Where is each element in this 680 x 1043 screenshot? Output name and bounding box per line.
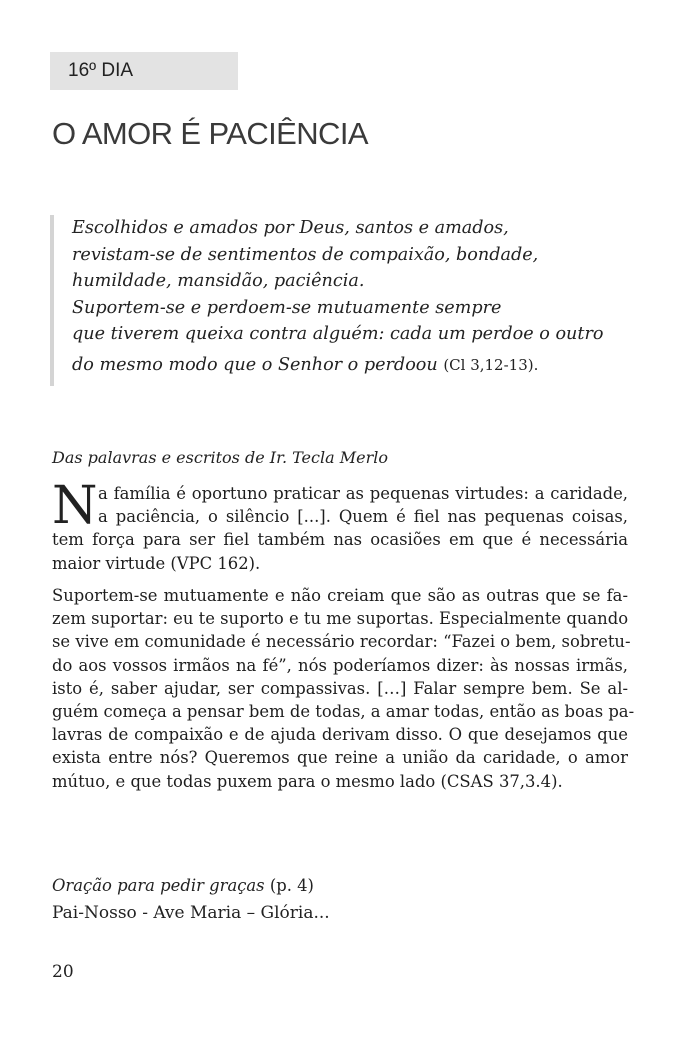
day-badge (50, 52, 238, 90)
text-line: zem suportar: eu te suporto e tu me suportas. Especialmente quando (52, 609, 629, 629)
epigraph-line: que tiverem queixa contra alguém: cada um perdoe o outro (72, 324, 604, 344)
epigraph-reference: (Cl 3,12-13). (443, 355, 539, 374)
text-line: mútuo, e que todas puxem para o mesmo lado (CSAS 37,3.4). (52, 771, 563, 791)
text-line: Suportem-se mutuamente e não creiam que são as outras que se fa- (52, 586, 628, 605)
text-line: a família é oportuno praticar as pequenas virtudes: a caridade, (98, 484, 628, 503)
text-line: maior virtude (VPC 162). (52, 553, 261, 573)
page-number: 20 (52, 962, 74, 982)
page-title: O AMOR É PACIÊNCIA (52, 116, 368, 151)
prayer-page-ref: (p. 4) (269, 876, 314, 895)
drop-cap: N (52, 476, 98, 536)
text-line: do aos vossos irmãos na fé”, nós poderíamos dizer: às nossas irmãs, (52, 655, 628, 675)
text-line: guém começa a pensar bem de todas, a amar todas, então as boas pa- (52, 702, 635, 722)
text-line: a paciência, o silêncio [...]. Quem é fiel nas pequenas coisas, (98, 507, 628, 527)
text-line: exista entre nós? Queremos que reine a união da caridade, o amor (52, 748, 628, 768)
prayer-heading (52, 876, 314, 895)
text-line: lavras de compaixão e de ajuda derivam disso. O que desejamos que (52, 725, 628, 745)
paragraph-1 (52, 476, 628, 575)
paragraph-2 (52, 584, 635, 793)
text-line: isto é, saber ajudar, ser compassivas. […] Falar sempre bem. Se al- (52, 678, 628, 698)
source-title: Das palavras e escritos de Ir. Tecla Merlo (52, 448, 388, 467)
epigraph-line: humildade, mansidão, paciência. (72, 271, 365, 291)
day-label: 16º DIA (68, 60, 134, 81)
prayer-title: Oração para pedir graças (52, 876, 265, 895)
epigraph-line: Suportem-se e perdoem-se mutuamente sempre (72, 297, 502, 318)
epigraph-last-line (72, 352, 610, 379)
epigraph-quote (50, 215, 610, 386)
epigraph-line: Escolhidos e amados por Deus, santos e amados, (72, 218, 509, 238)
text-line: se vive em comunidade é necessário recordar: “Fazei o bem, sobretu- (52, 632, 631, 652)
prayer-text: Pai-Nosso - Ave Maria – Glória... (52, 903, 330, 923)
text-line: tem força para ser fiel também nas ocasiões em que é necessária (52, 530, 628, 550)
epigraph-line: do mesmo modo que o Senhor o perdoou (72, 354, 438, 375)
epigraph-line: revistam-se de sentimentos de compaixão, bondade, (72, 244, 539, 265)
